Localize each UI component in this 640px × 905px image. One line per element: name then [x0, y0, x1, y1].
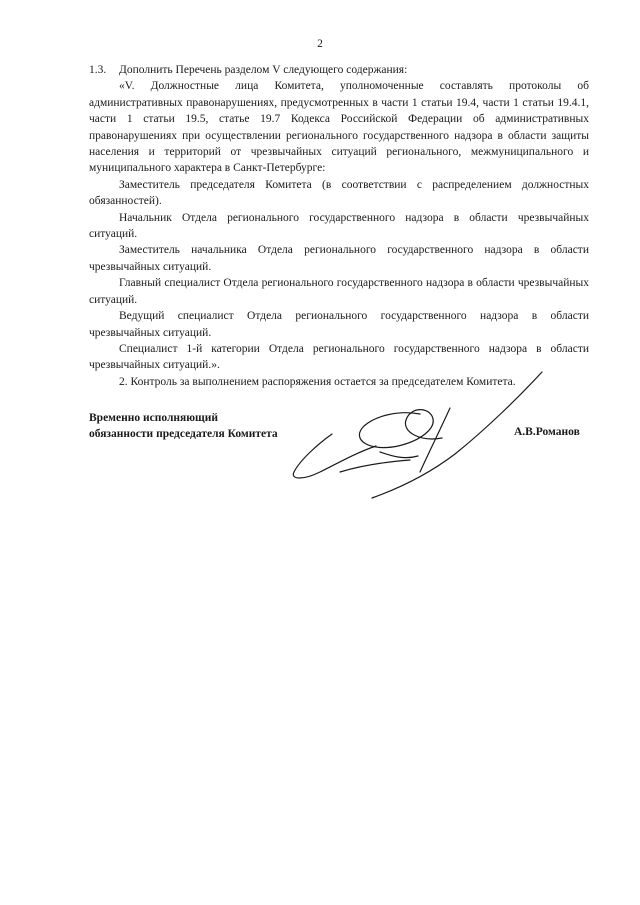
official-item-6: Специалист 1-й категории Отдела регионального государственного надзора в области чрезвычайных ситуаций.». — [89, 342, 589, 372]
document-body — [89, 62, 589, 390]
item-2: 2. Контроль за выполнением распоряжения остается за председателем Комитета. — [119, 375, 516, 388]
handwritten-signature — [280, 368, 580, 508]
item-1-3-text: Дополнить Перечень разделом V следующего содержания: — [119, 64, 408, 76]
item-1-3-number: 1.3. — [89, 64, 107, 76]
signatory-title-line-2: обязанности председателя Комитета — [89, 428, 278, 440]
signatory-title-line-1: Временно исполняющий — [89, 412, 218, 424]
section-v-intro: «V. Должностные лица Комитета, уполномоченные составлять протоколы об административных правонарушениях, предусмотренных в части 1 статьи 19.4, части 1 статьи 19.4.1, части 1 статьи 19.5, статье 19.7 Кодекса Российской Федерации об административных правонарушениях при осуществлении регионального государственного надзора в области защиты населения и территорий от чрезвычайных ситуаций регионального, межмуниципального и муниципального характера в Санкт-Петербурге: — [89, 80, 589, 175]
official-item-2: Начальник Отдела регионального государственного надзора в области чрезвычайных ситуаций. — [89, 211, 589, 241]
official-item-1: Заместитель председателя Комитета (в соответствии с распределением должностных обязанностей). — [89, 178, 589, 208]
official-item-4: Главный специалист Отдела регионального государственного надзора в области чрезвычайных ситуаций. — [89, 277, 589, 306]
signatory-name: А.В.Романов — [514, 426, 580, 438]
page-number: 2 — [317, 38, 323, 50]
item-1-3 — [89, 62, 589, 78]
official-item-3: Заместитель начальника Отдела регионального государственного надзора в области чрезвычайных ситуаций. — [89, 244, 589, 273]
official-item-5: Ведущий специалист Отдела регионального государственного надзора в области чрезвычайных ситуаций. — [89, 310, 589, 339]
signatory-title — [89, 410, 278, 442]
